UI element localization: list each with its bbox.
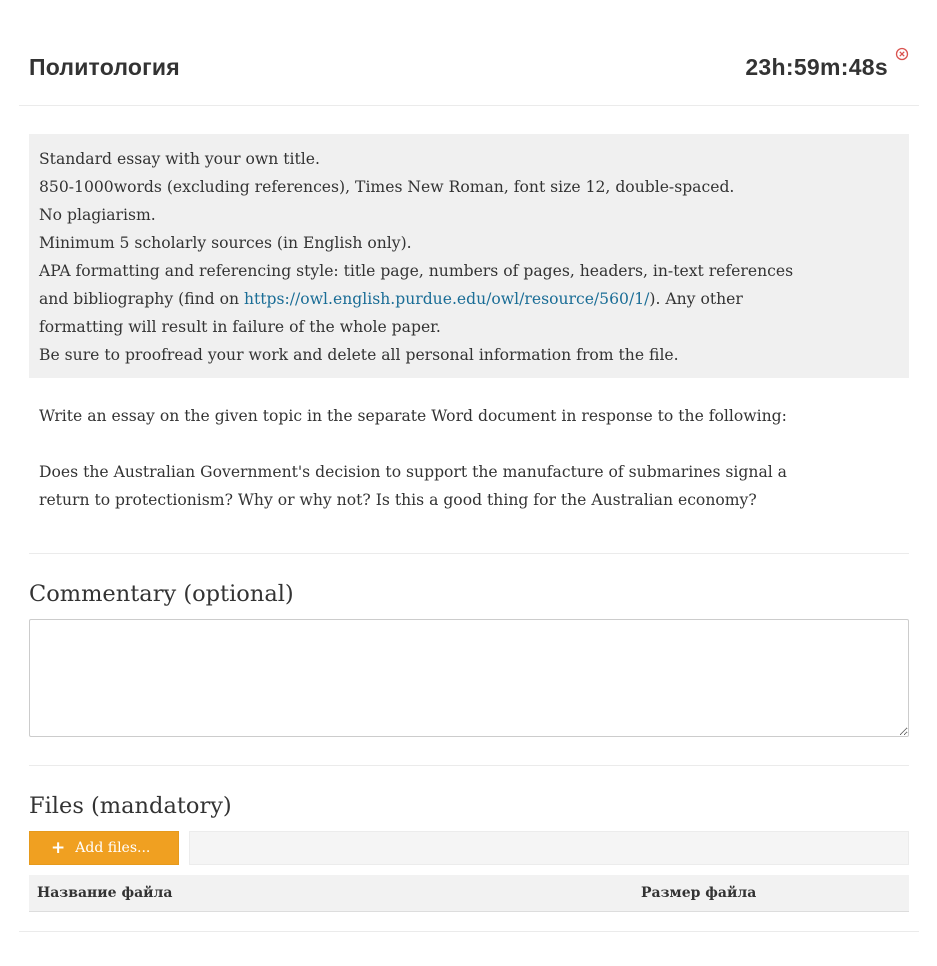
requirements-box <box>29 134 909 378</box>
requirement-text: and bibliography (find on <box>39 290 244 308</box>
file-name-column-header: Название файла <box>37 885 173 901</box>
prompt-intro: Write an essay on the given topic in the separate Word document in response to the following: <box>39 407 787 425</box>
requirement-line: Minimum 5 scholarly sources (in English only). <box>39 234 412 252</box>
bottom-divider <box>19 931 919 932</box>
requirement-line: No plagiarism. <box>39 206 156 224</box>
add-files-button[interactable] <box>29 831 179 865</box>
commentary-title: Commentary (optional) <box>29 581 294 607</box>
requirement-line: APA formatting and referencing style: title page, numbers of pages, headers, in-text references <box>39 262 794 280</box>
upload-progress-area <box>189 831 909 865</box>
requirement-line: 850-1000words (excluding references), Times New Roman, font size 12, double-spaced. <box>39 178 735 196</box>
files-title: Files (mandatory) <box>29 793 232 819</box>
essay-prompt <box>39 402 909 514</box>
requirement-line-with-link <box>39 285 899 313</box>
purdue-owl-link[interactable]: https://owl.english.purdue.edu/owl/resource/560/1/ <box>243 290 650 308</box>
add-files-label: Add files... <box>75 840 151 856</box>
plus-icon: + <box>51 837 66 858</box>
requirement-text: ). Any other <box>649 290 743 308</box>
circle-x-icon[interactable] <box>895 47 909 61</box>
subject-title: Политология <box>29 54 180 80</box>
requirement-line: Be sure to proofread your work and delete all personal information from the file. <box>39 346 679 364</box>
prompt-question: return to protectionism? Why or why not? Is this a good thing for the Australian economy? <box>39 491 757 509</box>
requirement-line: formatting will result in failure of the whole paper. <box>39 318 441 336</box>
section-divider <box>29 553 909 554</box>
file-size-column-header: Размер файла <box>641 885 757 901</box>
commentary-textarea[interactable] <box>29 619 909 737</box>
files-table-header <box>29 875 909 912</box>
prompt-question: Does the Australian Government's decision to support the manufacture of submarines signal a <box>39 463 787 481</box>
countdown-timer: 23h:59m:48s <box>745 54 888 80</box>
requirement-line: Standard essay with your own title. <box>39 150 320 168</box>
section-divider <box>29 765 909 766</box>
assignment-header <box>19 28 919 106</box>
